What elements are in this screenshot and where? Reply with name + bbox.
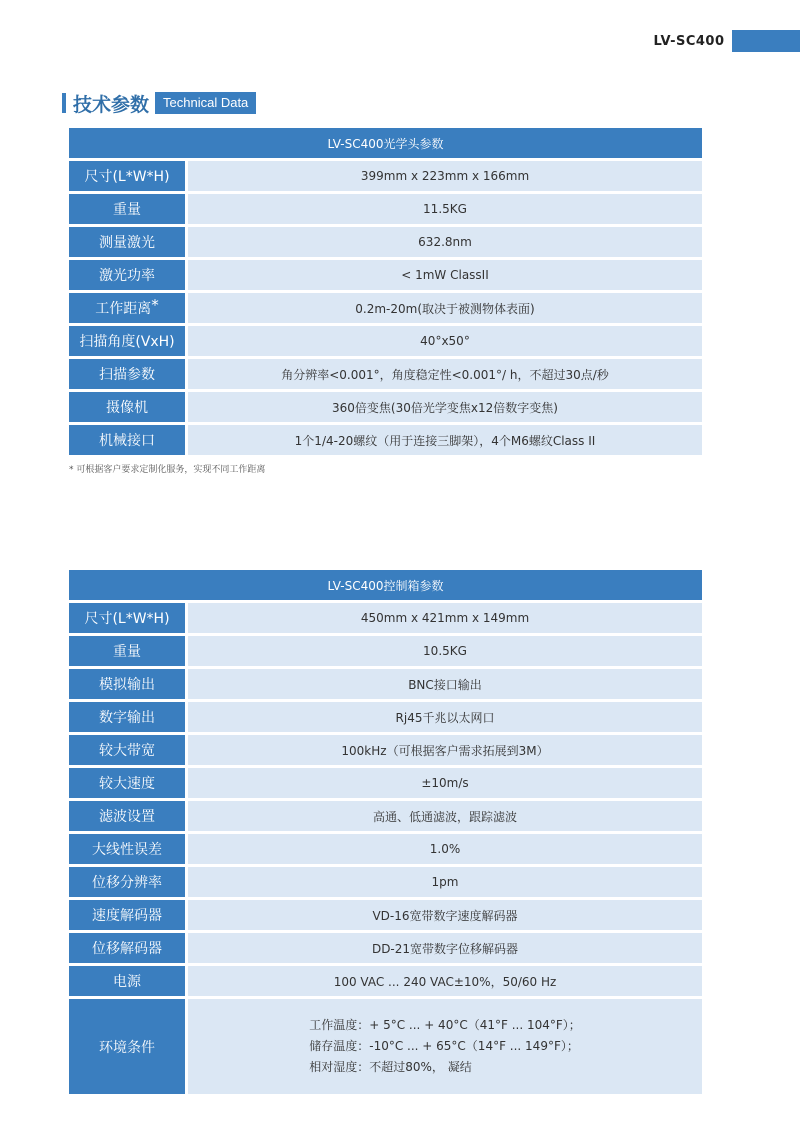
section-title-cn: 技术参数 [73,93,150,116]
table-row [69,158,702,191]
row-value: 360倍变焦(30倍光学变焦x12倍数字变焦) [185,389,702,422]
section-title [62,91,256,115]
row-value-environment [185,996,702,1094]
header-accent-bar [732,30,800,52]
table-row [69,732,702,765]
row-label: 滤波设置 [69,798,185,831]
table-row [69,864,702,897]
row-label: 尺寸(L*W*H) [69,600,185,633]
row-label-text: 工作距离 [95,301,152,317]
optical-head-table [69,128,702,455]
row-value: ±10m/s [185,765,702,798]
row-value: 450mm x 421mm x 149mm [185,600,702,633]
row-value: 632.8nm [185,224,702,257]
table-row [69,257,702,290]
footnote: * 可根据客户要求定制化服务，实现不同工作距离 [69,465,266,475]
row-value: 10.5KG [185,633,702,666]
row-label-working-distance [69,290,185,323]
table-row [69,422,702,455]
table-row [69,963,702,996]
row-value: 100kHz（可根据客户需求拓展到3M） [185,732,702,765]
row-label: 大线性误差 [69,831,185,864]
environment-line: 储存温度：-10°C ... + 65°C（14°F ... 149°F）； [309,1039,579,1053]
row-value: 11.5KG [185,191,702,224]
row-value: 1个1/4-20螺纹（用于连接三脚架），4个M6螺纹Class II [185,422,702,455]
control-box-table [69,570,702,1094]
row-label: 尺寸(L*W*H) [69,158,185,191]
control-box-caption: LV-SC400控制箱参数 [69,570,702,600]
row-value: 1.0% [185,831,702,864]
table-row [69,633,702,666]
row-label: 电源 [69,963,185,996]
row-label: 位移解码器 [69,930,185,963]
row-value: 角分辨率<0.001°，角度稳定性<0.001°/ h，不超过30点/秒 [185,356,702,389]
row-value: 0.2m-20m(取决于被测物体表面) [185,290,702,323]
table-row [69,356,702,389]
table-row [69,666,702,699]
table-row [69,699,702,732]
row-value: < 1mW ClassII [185,257,702,290]
row-value: 1pm [185,864,702,897]
row-label: 重量 [69,191,185,224]
row-value: 40°x50° [185,323,702,356]
row-label: 扫描参数 [69,356,185,389]
row-label: 重量 [69,633,185,666]
environment-line: 相对湿度：不超过80%， 凝结 [309,1060,472,1074]
table-row [69,389,702,422]
row-label: 位移分辨率 [69,864,185,897]
row-value: 100 VAC ... 240 VAC±10%，50/60 Hz [185,963,702,996]
row-label: 激光功率 [69,257,185,290]
row-label: 较大速度 [69,765,185,798]
row-value: BNC接口输出 [185,666,702,699]
table-row [69,323,702,356]
section-title-marker [62,93,66,113]
row-label: 数字输出 [69,699,185,732]
table-row [69,930,702,963]
table-row [69,831,702,864]
table-row [69,224,702,257]
row-label: 摄像机 [69,389,185,422]
row-label: 速度解码器 [69,897,185,930]
table-row-environment [69,996,702,1094]
table-row [69,290,702,323]
environment-line: 工作温度：+ 5°C ... + 40°C（41°F ... 104°F）； [309,1018,581,1032]
row-value: Rj45千兆以太网口 [185,699,702,732]
environment-lines [309,1015,581,1078]
optical-head-caption: LV-SC400光学头参数 [69,128,702,158]
table-row [69,765,702,798]
row-label: 机械接口 [69,422,185,455]
row-value: DD-21宽带数字位移解码器 [185,930,702,963]
row-value: 399mm x 223mm x 166mm [185,158,702,191]
table-row [69,191,702,224]
section-title-en: Technical Data [155,92,256,114]
header-model-number: LV-SC400 [653,34,725,49]
row-value: VD-16宽带数字速度解码器 [185,897,702,930]
row-label: 环境条件 [69,996,185,1094]
table-row [69,897,702,930]
row-label: 测量激光 [69,224,185,257]
table-row [69,798,702,831]
row-label: 模拟输出 [69,666,185,699]
row-label: 扫描角度(VxH) [69,323,185,356]
table-row [69,600,702,633]
row-label: 较大带宽 [69,732,185,765]
footnote-mark: * [151,296,159,314]
row-value: 高通、低通滤波，跟踪滤波 [185,798,702,831]
